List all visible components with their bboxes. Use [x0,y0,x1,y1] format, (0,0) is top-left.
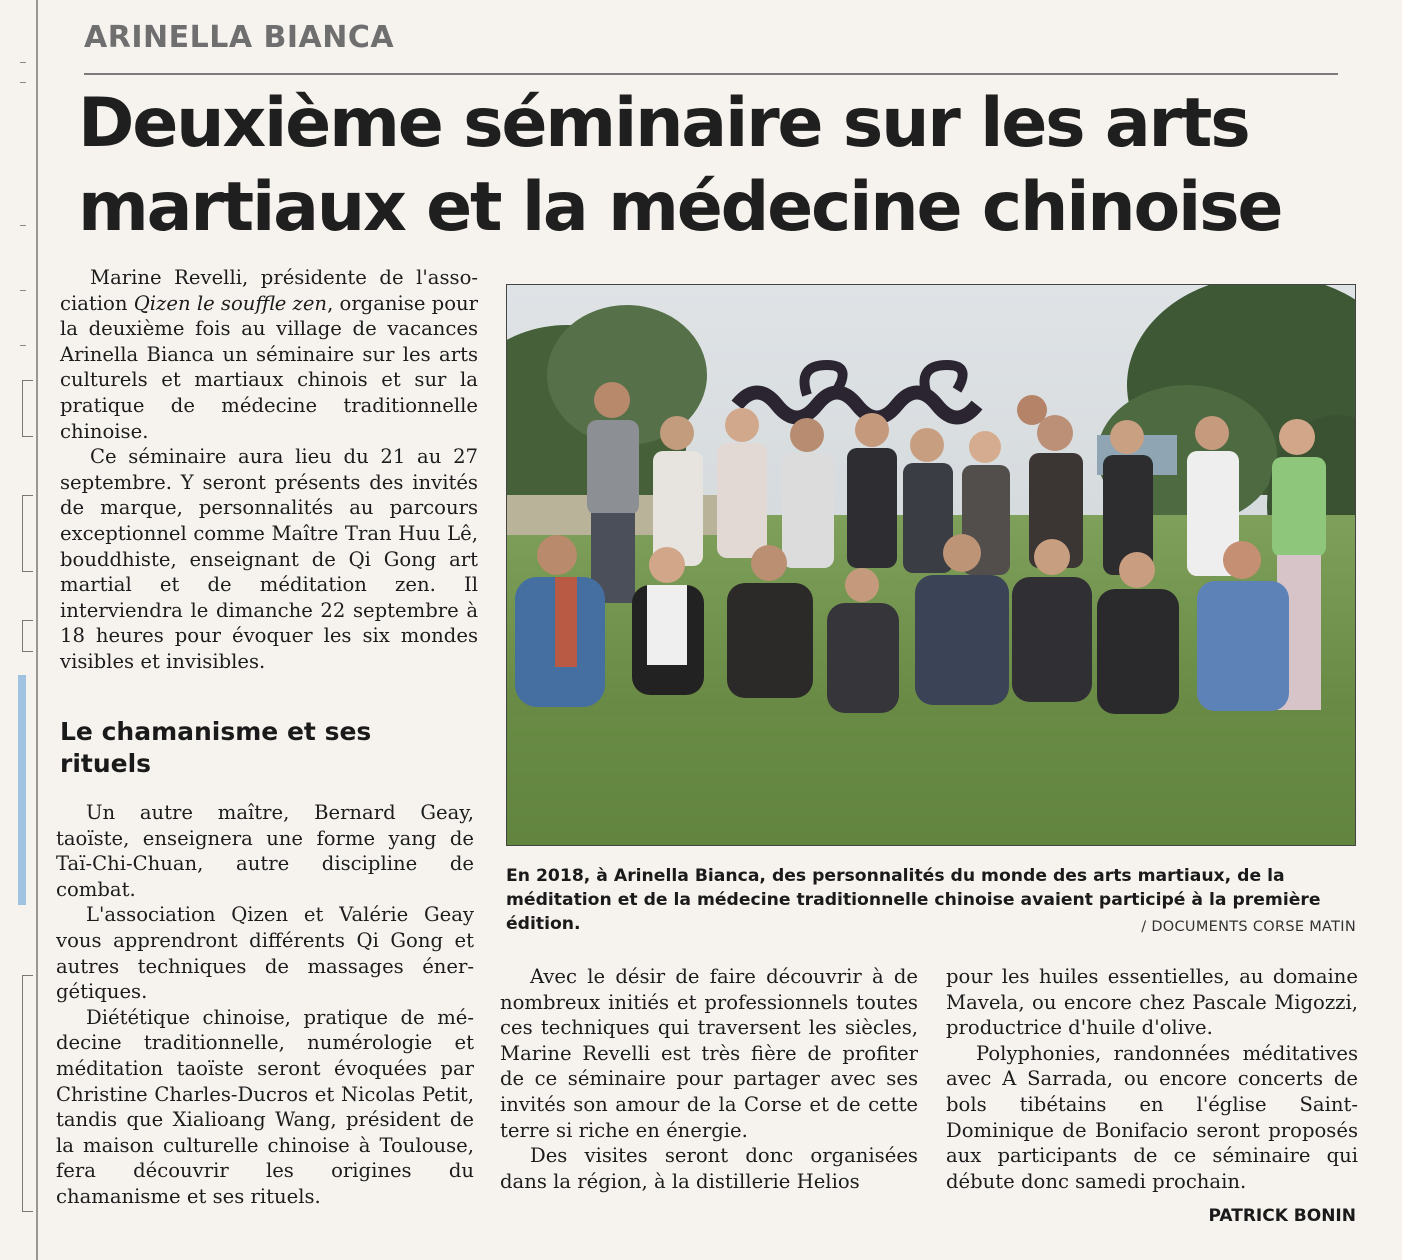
group-photo-illustration [507,285,1355,845]
paragraph-visites: Des visites seront donc organisées dans la région, à la distillerie Helios [500,1144,918,1193]
margin-bracket [22,620,33,652]
author-byline: PATRICK BONIN [1208,1206,1356,1226]
paragraph-dietetique: Diététique chinoise, pratique de médecine traditionnelle, numérologie et méditation taoïste seront évoquées par Christine Charles-Ducros et Nicolas Petit, tandis que Xialioang Wang, président de la maison culturelle chinoise à Toulouse, fera découvrir les origines du chamanisme et ses rituels. [56,1005,474,1208]
margin-bracket [22,380,33,437]
group-photo [506,284,1356,846]
margin-tick [20,62,26,63]
article-column-2 [500,964,918,1194]
paragraph-dates: Ce séminaire aura lieu du 21 au 27 septembre. Y seront présents des invités de marque, personnalités au parcours exceptionnel comme Maître Tran Huu Lê, bouddhiste, enseignant de Qi Gong art martial et de méditation zen. Il interviendra le dimanche 22 septembre à 18 heures pour évoquer les six mondes visibles et invisibles. [60,445,478,673]
section-rubric: ARINELLA BIANCA [84,20,395,55]
margin-tick [20,225,26,226]
margin-tick [20,290,26,291]
intro-text-start: Marine Revelli, présidente de l'association [60,266,478,315]
scan-color-mark [18,675,26,905]
intro-text-end: , organise pour la deuxième fois au village de vacances Arinella Bianca un séminaire sur les arts culturels et martiaux chinois et sur la pratique de médecine traditionnelle chinoise. [60,291,478,443]
photo-caption: En 2018, à Arinella Bianca, des personnalités du monde des arts martiaux, de la méditation et de la médecine traditionnelle chinoise avaient participé à la première édition. [506,866,1321,934]
paragraph-marine-revelli: Avec le désir de faire découvrir à de nombreux initiés et professionnels toutes ces techniques qui traversent les siècles, Marine Revelli est très fière de profiter de ce séminaire pour partager avec ses invités son amour de la Corse et de cette terre si riche en énergie. [500,965,918,1142]
margin-bracket [22,975,33,1212]
page-fold-edge [36,0,38,1260]
article-column-1-continued [56,800,474,1210]
margin-tick [20,82,26,83]
margin-tick [20,345,26,346]
association-name: Qizen le souffle zen [133,291,328,315]
article-column-1 [60,265,478,675]
article-headline: Deuxième séminaire sur les arts martiaux et la médecine chinoise [78,84,1282,247]
paragraph-bernard-geay: Un autre maître, Bernard Geay, taoïste, enseignera une forme yang de Taï-Chi-Chuan, autre discipline de combat. [56,801,474,901]
paragraph-huiles: pour les huiles essentielles, au domaine Mavela, ou encore chez Pascale Migozzi, productrice d'huile d'olive. [946,965,1358,1040]
paragraph-qizen: L'association Qizen et Valérie Geay vous apprendront différents Qi Gong et autres techniques de massages énergétiques. [56,903,474,1004]
paragraph-polyphonies: Polyphonies, randonnées méditatives avec A Sarrada, ou encore concerts de bols tibétains en l'église Saint-Dominique de Bonifacio seront proposés aux participants de ce séminaire qui débute donc samedi prochain. [946,1041,1358,1193]
margin-bracket [22,495,33,572]
article-column-3 [946,964,1358,1194]
article-subheading: Le chamanisme et ses rituels [60,717,372,778]
rubric-rule [84,73,1338,75]
photo-credit: / DOCUMENTS CORSE MATIN [1141,919,1356,935]
paragraph-intro [60,265,478,444]
